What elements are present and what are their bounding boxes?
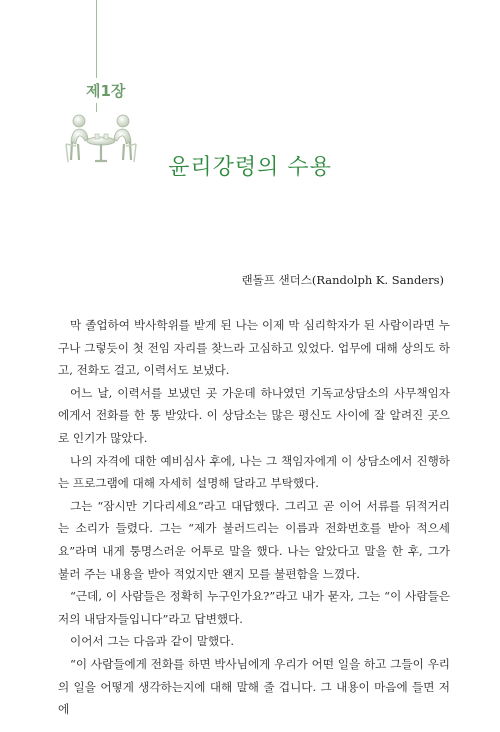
paragraph: 이어서 그는 다음과 같이 말했다. bbox=[70, 634, 235, 649]
chapter-label: 제1장 bbox=[84, 78, 127, 103]
body-text bbox=[58, 314, 450, 721]
paragraph: 나의 자격에 대한 예비심사 후에, 나는 그 책임자에게 이 상담소에서 진행하는 프로그램에 대해 자세히 설명해 달라고 부탁했다. bbox=[58, 453, 450, 491]
chapter-title: 윤리강령의 수용 bbox=[168, 155, 332, 180]
paragraph: 그는 “잠시만 기다리세요”라고 대답했다. 그리고 곧 이어 서류를 뒤적거리는 소리가 들렸다. 그는 “제가 불러드리는 이름과 전화번호를 받아 적으세요”라며 내게 퉁명스러운 어투로 말을 했다. 나는 알았다고 말을 한 후, 그가 불러 주는 내용을 받아 적었지만 왠지 모를 불편함을 느꼈다. bbox=[58, 498, 450, 581]
paragraph: 막 졸업하여 박사학위를 받게 된 나는 이제 막 심리학자가 된 사람이라면 누구나 그렇듯이 첫 전임 자리를 찾느라 고심하고 있었다. 업무에 대해 상의도 하고, 전화도 걸고, 이력서도 보냈다. bbox=[58, 318, 450, 378]
author-byline: 랜돌프 샌더스(Randolph K. Sanders) bbox=[241, 273, 444, 287]
paragraph: “이 사람들에게 전화를 하면 박사님에게 우리가 어떤 일을 하고 그들이 우리의 일을 어떻게 생각하는지에 대해 말해 줄 겁니다. 그 내용이 마음에 들면 저에 bbox=[58, 656, 450, 717]
paragraph: 어느 날, 이력서를 보냈던 곳 가운데 하나였던 기독교상담소의 사무책임자에게서 전화를 한 통 받았다. 이 상담소는 많은 평신도 사이에 잘 알려진 곳으로 인기가 많았다. bbox=[58, 385, 450, 445]
paragraph: “근데, 이 사람들은 정확히 누구인가요?”라고 내가 묻자, 그는 “이 사람들은 저의 내담자들입니다”라고 답변했다. bbox=[58, 589, 450, 626]
